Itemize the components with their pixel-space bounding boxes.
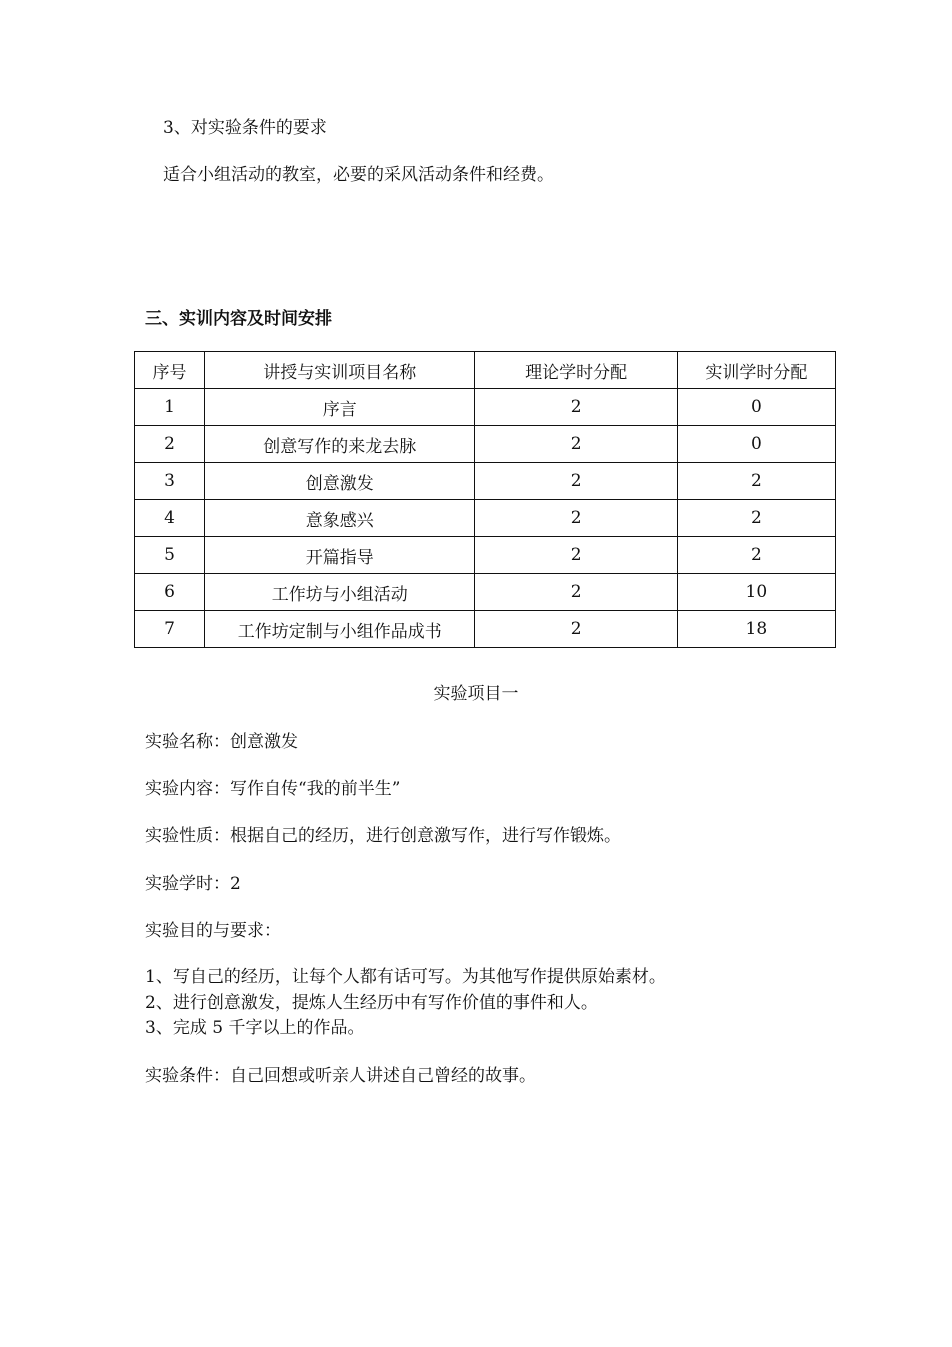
schedule-heading: 三、实训内容及时间安排 (145, 309, 332, 329)
schedule-table (134, 351, 836, 648)
cell-name: 开篇指导 (205, 537, 475, 574)
cell-no: 4 (135, 500, 205, 537)
table-header-row (135, 352, 836, 389)
cell-theory: 2 (475, 389, 677, 426)
cell-no: 3 (135, 463, 205, 500)
cell-practice: 10 (677, 574, 835, 611)
cell-practice: 2 (677, 500, 835, 537)
cell-theory: 2 (475, 426, 677, 463)
table-row (135, 537, 836, 574)
header-no: 序号 (135, 352, 205, 389)
table-row (135, 611, 836, 648)
cell-theory: 2 (475, 500, 677, 537)
goal-item: 1、写自己的经历，让每个人都有话可写。为其他写作提供原始素材。 (145, 967, 666, 987)
cell-name: 工作坊定制与小组作品成书 (205, 611, 475, 648)
table-row (135, 426, 836, 463)
cell-name: 序言 (205, 389, 475, 426)
experiment-nature: 实验性质：根据自己的经历，进行创意激写作，进行写作锻炼。 (145, 826, 621, 846)
cell-practice: 18 (677, 611, 835, 648)
cell-name: 创意激发 (205, 463, 475, 500)
table-row (135, 574, 836, 611)
header-theory-hours: 理论学时分配 (475, 352, 677, 389)
cell-practice: 0 (677, 389, 835, 426)
cell-no: 1 (135, 389, 205, 426)
condition-title: 3、对实验条件的要求 (163, 118, 327, 138)
cell-practice: 0 (677, 426, 835, 463)
table-row (135, 463, 836, 500)
header-practice-hours: 实训学时分配 (677, 352, 835, 389)
cell-name: 工作坊与小组活动 (205, 574, 475, 611)
cell-theory: 2 (475, 537, 677, 574)
goal-item: 3、完成 5 千字以上的作品。 (145, 1018, 365, 1038)
cell-theory: 2 (475, 463, 677, 500)
cell-name: 创意写作的来龙去脉 (205, 426, 475, 463)
experiment-title: 实验项目一 (433, 684, 519, 704)
cell-no: 2 (135, 426, 205, 463)
cell-practice: 2 (677, 463, 835, 500)
cell-no: 6 (135, 574, 205, 611)
condition-body: 适合小组活动的教室，必要的采风活动条件和经费。 (163, 165, 554, 185)
experiment-content: 实验内容：写作自传“我的前半生” (145, 779, 401, 799)
cell-no: 7 (135, 611, 205, 648)
cell-theory: 2 (475, 574, 677, 611)
experiment-hours: 实验学时：2 (145, 874, 241, 894)
table-row (135, 389, 836, 426)
experiment-name: 实验名称：创意激发 (145, 732, 298, 752)
experiment-goals-label: 实验目的与要求： (145, 921, 281, 941)
cell-name: 意象感兴 (205, 500, 475, 537)
table-row (135, 500, 836, 537)
header-name: 讲授与实训项目名称 (205, 352, 475, 389)
goal-item: 2、进行创意激发，提炼人生经历中有写作价值的事件和人。 (145, 993, 598, 1013)
cell-practice: 2 (677, 537, 835, 574)
experiment-conditions: 实验条件：自己回想或听亲人讲述自己曾经的故事。 (145, 1066, 536, 1086)
cell-theory: 2 (475, 611, 677, 648)
cell-no: 5 (135, 537, 205, 574)
